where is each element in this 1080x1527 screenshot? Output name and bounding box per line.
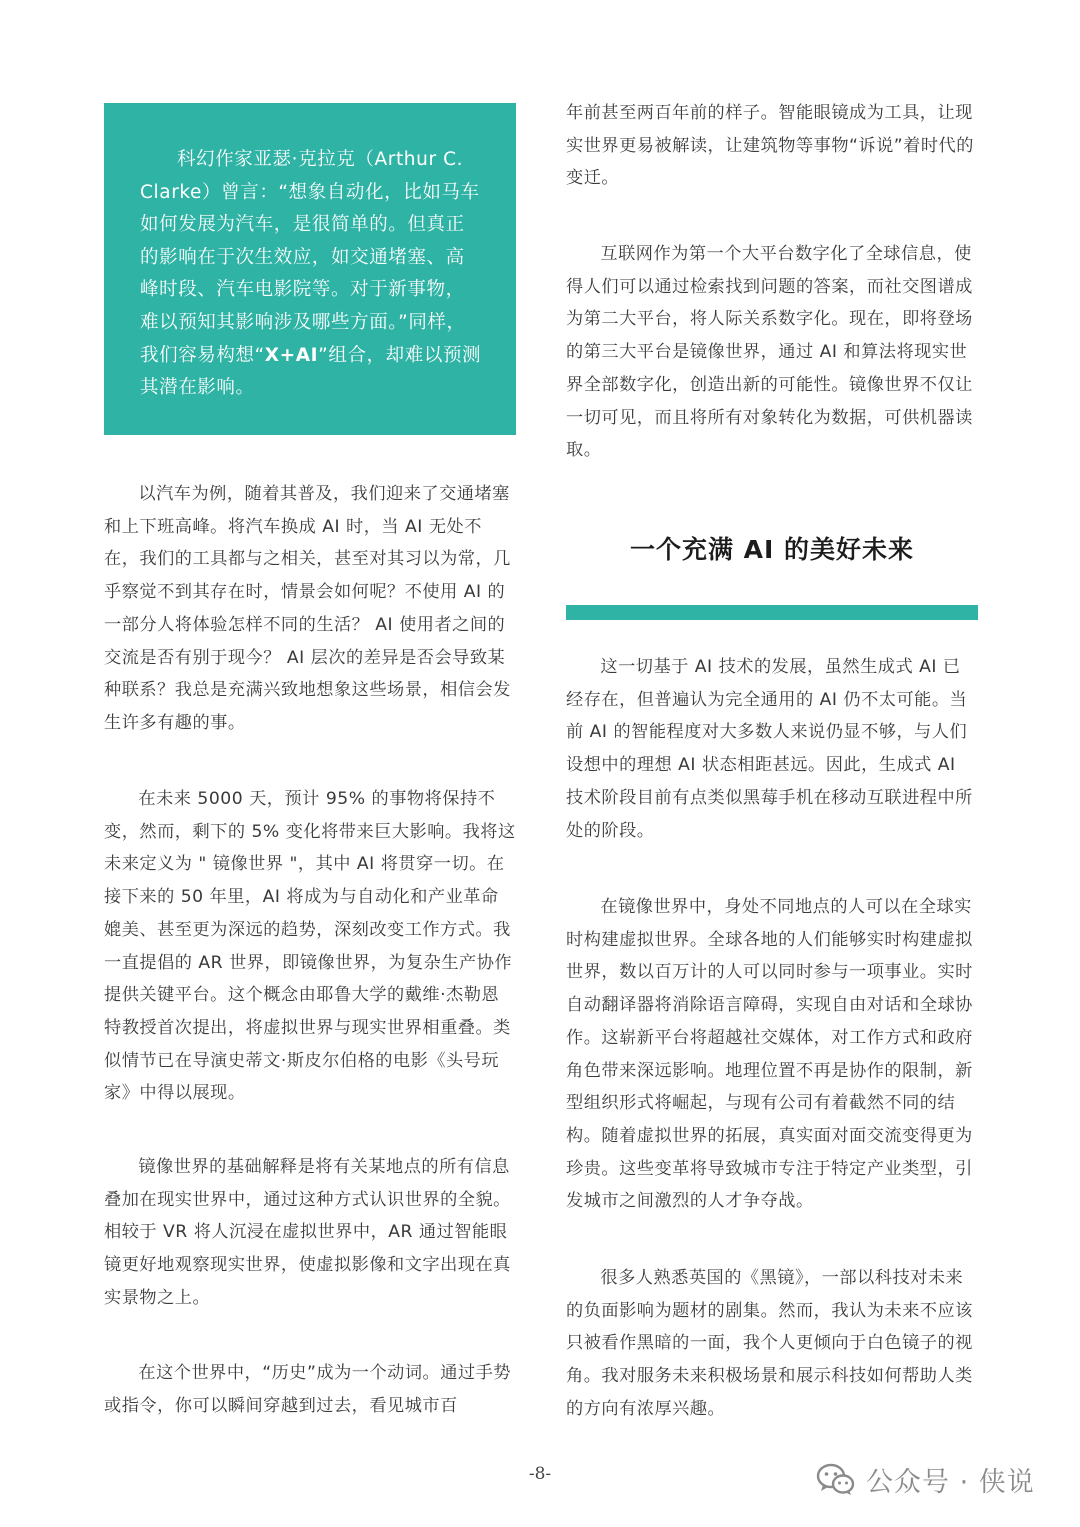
callout-text — [140, 144, 482, 405]
callout-text-part: 科幻作家亚瑟·克拉克（Arthur C. Clarke）曾言：“想象自动化，比如马车如何发展为汽车，是很简单的。但真正的影响在于次生效应，如交通堵塞、高峰时段、汽车电影院等。对于新事物，难以预知其影响涉及哪些方面。”同样，我们容易构想“ — [140, 149, 480, 366]
section-title: 一个充满 AI 的美好未来 — [629, 535, 915, 564]
body-paragraph: 在未来 5000 天，预计 95% 的事物将保持不变，然而，剩下的 5% 变化将带来巨大影响。我将这未来定义为 " 镜像世界 "，其中 AI 将贯穿一切。在接下来的 50 年里，AI 将成为与自动化和产业革命媲美、甚至更为深远的趋势，深刻改变工作方式。我一直提倡的 AR 世界，即镜像世界，为复杂生产协作提供关键平台。这个概念由耶鲁大学的戴维·杰勒恩特教授首次提出，将虚拟世界与现实世界相重叠。类似情节已在导演史蒂文·斯皮尔伯格的电影《头号玩家》中得以展现。 — [104, 789, 516, 1104]
body-paragraph: 这一切基于 AI 技术的发展，虽然生成式 AI 已经存在，但普遍认为完全通用的 AI 仍不太可能。当前 AI 的智能程度对大多数人来说仍显不够，与人们设想中的理想 AI 状态相距甚远。因此，生成式 AI 技术阶段目前有点类似黑莓手机在移动互联进程中所处的阶段。 — [566, 657, 973, 841]
callout-bold-term: X+AI — [264, 344, 319, 366]
body-paragraph: 在这个世界中，“历史”成为一个动词。通过手势或指令，你可以瞬间穿越到过去，看见城市百 — [104, 1363, 511, 1416]
callout-text-part: ”组合，却难以预测其潜在影响。 — [140, 344, 482, 399]
body-paragraph: 很多人熟悉英国的《黑镜》，一部以科技对未来的负面影响为题材的剧集。然而，我认为未来不应该只被看作黑暗的一面，我个人更倾向于白色镜子的视角。我对服务未来积极场景和展示科技如何帮助人类的方向有浓厚兴趣。 — [566, 1268, 973, 1419]
watermark-text: 公众号 · 侠说 — [866, 1467, 1035, 1498]
body-paragraph: 镜像世界的基础解释是将有关某地点的所有信息叠加在现实世界中，通过这种方式认识世界的全貌。相较于 VR 将人沉浸在虚拟世界中，AR 通过智能眼镜更好地观察现实世界，使虚拟影像和文字出现在真实景物之上。 — [104, 1157, 511, 1308]
wechat-icon — [816, 1462, 856, 1498]
page-number: -8- — [528, 1464, 552, 1484]
body-paragraph: 以汽车为例，随着其普及，我们迎来了交通堵塞和上下班高峰。将汽车换成 AI 时，当 AI 无处不在，我们的工具都与之相关，甚至对其习以为常，几乎察觉不到其存在时，情景会如何呢？不使用 AI 的一部分人将体验怎样不同的生活？ AI 使用者之间的交流是否有别于现今？ AI 层次的差异是否会导致某种联系？我总是充满兴致地想象这些场景，相信会发生许多有趣的事。 — [104, 484, 511, 733]
body-paragraph: 在镜像世界中，身处不同地点的人可以在全球实时构建虚拟世界。全球各地的人们能够实时构建虚拟世界，数以百万计的人可以同时参与一项事业。实时自动翻译器将消除语言障碍，实现自由对话和全球协作。这崭新平台将超越社交媒体，对工作方式和政府角色带来深远影响。地理位置不再是协作的限制，新型组织形式将崛起，与现有公司有着截然不同的结构。随着虚拟世界的拓展，真实面对面交流变得更为珍贵。这些变革将导致城市专注于特定产业类型，引发城市之间激烈的人才争夺战。 — [566, 897, 973, 1212]
body-paragraph-continued: 年前甚至两百年前的样子。智能眼镜成为工具，让现实世界更易被解读，让建筑物等事物“诉说”着时代的变迁。 — [566, 103, 974, 189]
section-divider-bar — [566, 605, 978, 620]
quote-callout-box — [104, 103, 516, 435]
watermark — [816, 1460, 1035, 1499]
body-paragraph: 互联网作为第一个大平台数字化了全球信息，使得人们可以通过检索找到问题的答案，而社交图谱成为第二大平台，将人际关系数字化。现在，即将登场的第三大平台是镜像世界，通过 AI 和算法将现实世界全部数字化，创造出新的可能性。镜像世界不仅让一切可见，而且将所有对象转化为数据，可供机器读取。 — [566, 244, 973, 461]
